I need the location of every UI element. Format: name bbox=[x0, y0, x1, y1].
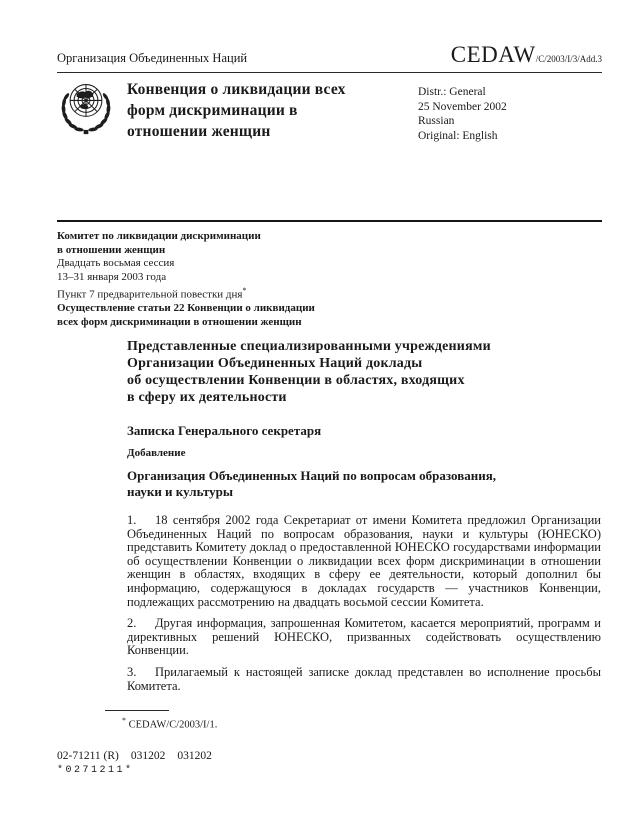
document-title-line: Организации Объединенных Наций доклады bbox=[127, 356, 423, 371]
paragraph-text: Прилагаемый к настоящей записке доклад представлен во исполнение просьбы Комитета. bbox=[127, 664, 601, 693]
document-title bbox=[127, 338, 601, 406]
convention-title bbox=[127, 79, 346, 142]
convention-title-line: Конвенция о ликвидации всех bbox=[127, 81, 346, 98]
paragraph-text: 18 сентября 2002 года Секретариат от имени Комитета предложил Организации Объединенных Наций по вопросам образования, науки и культуры (ЮНЕСКО) представить Комитету доклад о предоставленной ЮНЕСКО государствами информации об осуществлении Конвенции о ликвидации всех форм дискриминации в отношении женщин в областях, входящих в сферу ее деятельности, который дополнил бы информацию, содержащуюся в докладах государств — участников Конвенции, подлежащих рассмотрению на двадцать восьмой сессии Комитета. bbox=[127, 513, 601, 609]
doc-symbol-main: CEDAW bbox=[450, 42, 536, 67]
convention-title-line: форм дискриминации в bbox=[127, 102, 298, 119]
session-block bbox=[57, 230, 315, 329]
header-divider bbox=[57, 72, 602, 73]
language-line: Russian bbox=[418, 115, 455, 127]
document-title-line: об осуществлении Конвенции в областях, входящих bbox=[127, 373, 465, 388]
agenda-item-text: Пункт 7 предварительной повестки дня bbox=[57, 288, 243, 301]
section-heading-line: науки и культуры bbox=[127, 484, 234, 499]
footer-codes bbox=[57, 750, 212, 776]
section-heading-line: Организация Объединенных Наций по вопросам образования, bbox=[127, 468, 496, 483]
footnote-marker: * bbox=[242, 286, 247, 295]
distribution-info bbox=[418, 85, 507, 143]
registration-number: 02-71211 (R) bbox=[57, 750, 119, 762]
committee-name-line: Комитет по ликвидации дискриминации bbox=[57, 230, 261, 242]
document-subtitle: Записка Генерального секретаря bbox=[127, 423, 322, 438]
footer-date: 031202 bbox=[177, 750, 212, 762]
session-number: Двадцать восьмая сессия bbox=[57, 257, 175, 269]
date-line: 25 November 2002 bbox=[418, 100, 507, 113]
convention-title-line: отношении женщин bbox=[127, 123, 271, 140]
document-title-line: Представленные специализированными учреждениями bbox=[127, 339, 491, 354]
footnote-text: CEDAW/C/2003/I/1. bbox=[128, 719, 218, 731]
agenda-subject-line: Осуществление статьи 22 Конвенции о ликвидации bbox=[57, 302, 315, 315]
document-title-line: в сферу их деятельности bbox=[127, 390, 287, 405]
barcode-text: *0271211* bbox=[57, 765, 134, 776]
committee-name-line: в отношении женщин bbox=[57, 243, 166, 256]
addendum-label: Добавление bbox=[127, 447, 186, 459]
paragraph-number: 1. bbox=[127, 513, 137, 527]
document-header bbox=[57, 42, 602, 68]
org-name: Организация Объединенных Наций bbox=[57, 51, 248, 65]
paragraph-number: 3. bbox=[127, 664, 137, 679]
footnote-marker: * bbox=[122, 716, 126, 725]
doc-symbol-suffix: /C/2003/I/3/Add.3 bbox=[535, 54, 602, 64]
agenda-item bbox=[57, 284, 315, 302]
footer-date: 031202 bbox=[130, 750, 166, 762]
footnote bbox=[105, 710, 217, 731]
paragraph bbox=[127, 514, 601, 609]
registration-line bbox=[57, 750, 212, 762]
section-heading bbox=[127, 468, 601, 500]
agenda-subject-line: всех форм дискриминации в отношении женщин bbox=[57, 315, 302, 328]
paragraph-text: Другая информация, запрошенная Комитетом, касается мероприятий, программ и директивных решений ЮНЕСКО, призванных содействовать осуществлению Конвенции. bbox=[127, 616, 601, 658]
doc-symbol bbox=[451, 42, 602, 68]
paragraph bbox=[127, 666, 601, 693]
session-dates: 13–31 января 2003 года bbox=[57, 270, 167, 283]
original-language-line: Original: English bbox=[418, 129, 498, 142]
paragraph-number: 2. bbox=[127, 616, 137, 631]
footnote-text-line bbox=[105, 716, 217, 731]
masthead-divider bbox=[57, 220, 602, 222]
footnote-divider bbox=[105, 710, 169, 711]
un-emblem-icon bbox=[56, 78, 116, 136]
main-content bbox=[127, 338, 601, 701]
distr-line: Distr.: General bbox=[418, 86, 486, 98]
paragraph bbox=[127, 617, 601, 658]
